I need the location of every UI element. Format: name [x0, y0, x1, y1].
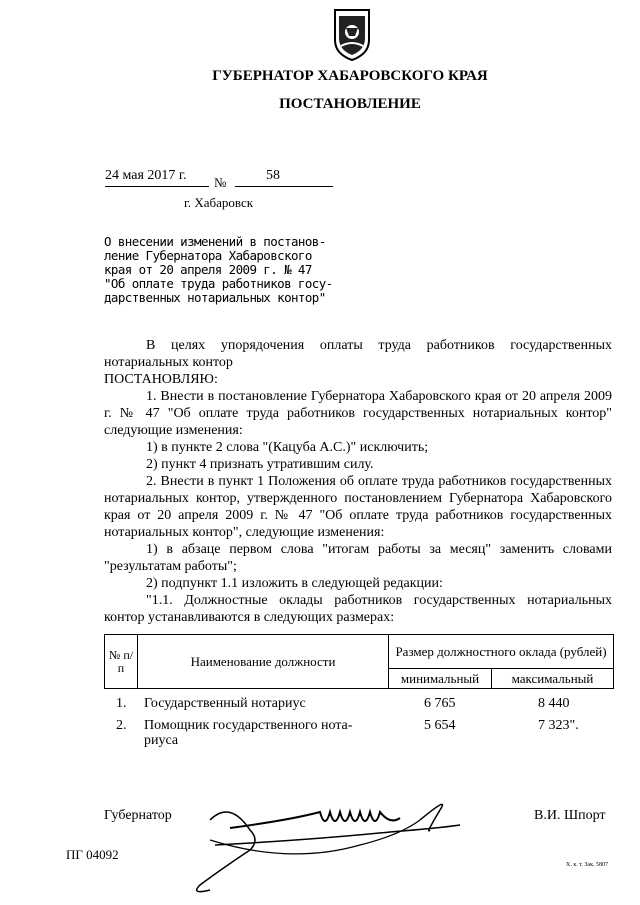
paragraph: 1) в абзаце первом слова "итогам работы за месяц" заменить словами "результатам работы";: [104, 542, 612, 574]
paragraph: В целях упорядочения оплаты труда работников государственных нотариальных контор: [104, 338, 612, 370]
document-type: ПОСТАНОВЛЕНИЕ: [279, 96, 421, 112]
date-underline: [105, 186, 209, 187]
row-number: 2.: [116, 718, 127, 733]
signatory-position: Губернатор: [104, 808, 172, 823]
paragraph: 2. Внести в пункт 1 Положения об оплате труда работников государственных нотариальных контор, утвержденного постановлением Губернатора Хабаровского края от 20 апреля 2009 г. № 47 "Об оплате труда работников государственных нотариальных контор", следующие изменения:: [104, 474, 612, 540]
table-row: [104, 696, 614, 716]
row-min: 6 765: [424, 696, 456, 711]
table-row: [104, 716, 614, 750]
document-body: [104, 337, 612, 626]
paragraph: "1.1. Должностные оклады работников государственных нотариальных контор устанавливаются в следующих размерах:: [104, 593, 612, 625]
paragraph-decree: ПОСТАНОВЛЯЮ:: [104, 372, 218, 387]
paragraph: 1) в пункте 2 слова "(Кацуба А.С.)" исключить;: [146, 440, 429, 455]
document-date: 24 мая 2017 г.: [105, 168, 187, 183]
document-subject: О внесении изменений в постанов- ление Губернатора Хабаровского края от 20 апреля 2009 г. № 47 "Об оплате труда работников госу- дарственных нотариальных контор": [104, 234, 333, 305]
number-sign: №: [214, 175, 227, 190]
document-code: ПГ 04092: [66, 847, 119, 862]
row-position-cont: риуса: [144, 733, 179, 748]
khabarovsk-emblem-icon: [331, 6, 373, 62]
signatory-name: В.И. Шпорт: [534, 808, 606, 823]
row-number: 1.: [116, 696, 127, 711]
row-position: Помощник государственного нота-: [144, 718, 353, 733]
table-header-no: № п/п: [105, 635, 138, 689]
paragraph: 2) подпункт 1.1 изложить в следующей редакции:: [146, 576, 443, 591]
paragraph: 1. Внести в постановление Губернатора Хабаровского края от 20 апреля 2009 г. № 47 "Об оплате труда работников государственных нотариальных контор" следующие изменения:: [104, 389, 612, 438]
table-header-salary: Размер должностного оклада (рублей): [389, 635, 614, 669]
number-underline: [235, 186, 333, 187]
row-max: 8 440: [538, 696, 570, 711]
salary-rows: [104, 696, 614, 750]
header-title: ГУБЕРНАТОР ХАБАРОВСКОГО КРАЯ: [212, 68, 488, 84]
city: г. Хабаровск: [184, 195, 254, 210]
row-min: 5 654: [424, 718, 456, 733]
table-header-max: максимальный: [492, 669, 614, 689]
row-max: 7 323".: [538, 718, 579, 733]
salary-table: [104, 634, 614, 689]
document-number: 58: [266, 168, 280, 183]
paragraph: 2) пункт 4 признать утратившим силу.: [146, 457, 374, 472]
signature-image: [190, 790, 490, 900]
table-header-min: минимальный: [389, 669, 492, 689]
row-position: Государственный нотариус: [144, 696, 306, 711]
table-header-name: Наименование должности: [138, 635, 389, 689]
print-note: Х. к. т. Зак. 5807: [566, 862, 609, 868]
